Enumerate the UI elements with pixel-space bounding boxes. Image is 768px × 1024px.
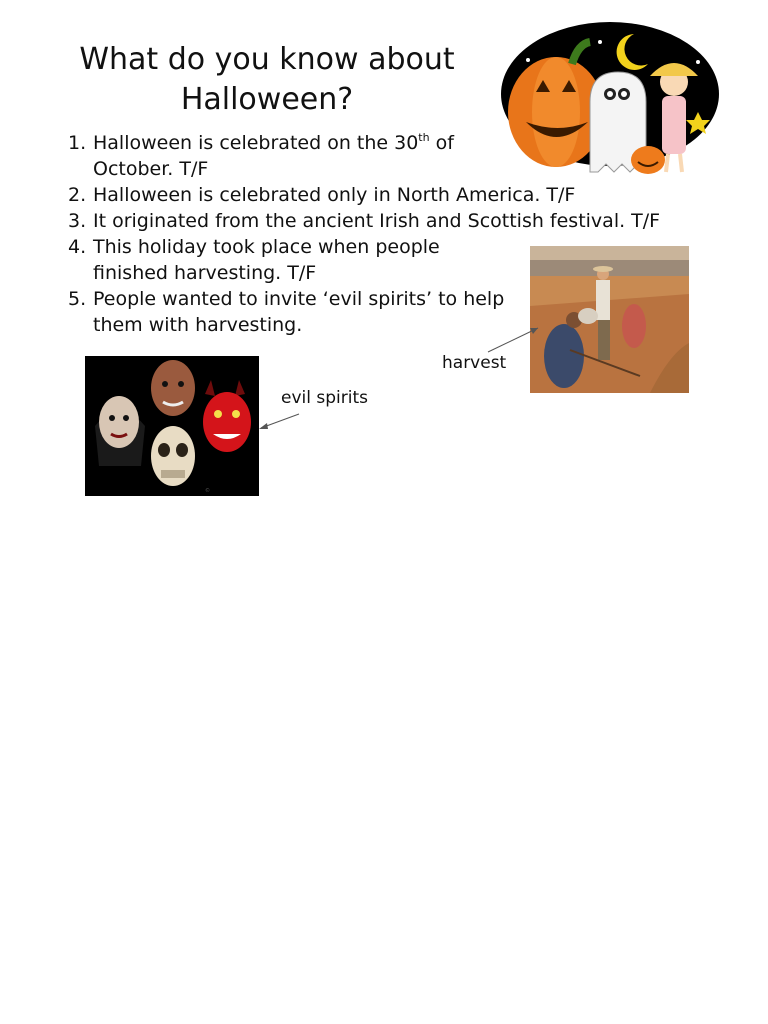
question-text-start: Halloween is celebrated on the 30 — [93, 132, 419, 154]
question-text: People wanted to invite ‘evil spirits’ to help them with harvesting. — [93, 288, 505, 336]
svg-text:©: © — [205, 488, 210, 494]
question-1 — [68, 130, 513, 182]
question-5 — [68, 286, 513, 338]
question-number: 2. — [68, 184, 87, 206]
halloween-clipart — [498, 22, 722, 182]
evil-spirits-arrow — [255, 410, 305, 434]
question-4 — [68, 234, 513, 286]
ordinal-suffix: th — [418, 131, 430, 144]
harvest-arrow — [480, 318, 550, 358]
harvest-label: harvest — [442, 353, 507, 373]
evil-spirits-label: evil spirits — [281, 388, 368, 408]
question-text: This holiday took place when people finished harvesting. T/F — [93, 236, 440, 284]
monster-masks-photo — [85, 356, 259, 496]
question-number: 5. — [68, 288, 87, 310]
question-number: 3. — [68, 210, 87, 232]
harvest-painting — [530, 246, 689, 393]
question-text-end: of October. T/F — [93, 132, 454, 180]
page-title: What do you know about Halloween? — [79, 42, 455, 117]
question-text: It originated from the ancient Irish and Scottish festival. T/F — [93, 210, 661, 232]
question-number: 1. — [68, 132, 87, 154]
question-text: Halloween is celebrated only in North America. T/F — [93, 184, 576, 206]
question-3 — [68, 208, 728, 234]
question-number: 4. — [68, 236, 87, 258]
question-2 — [68, 182, 728, 208]
